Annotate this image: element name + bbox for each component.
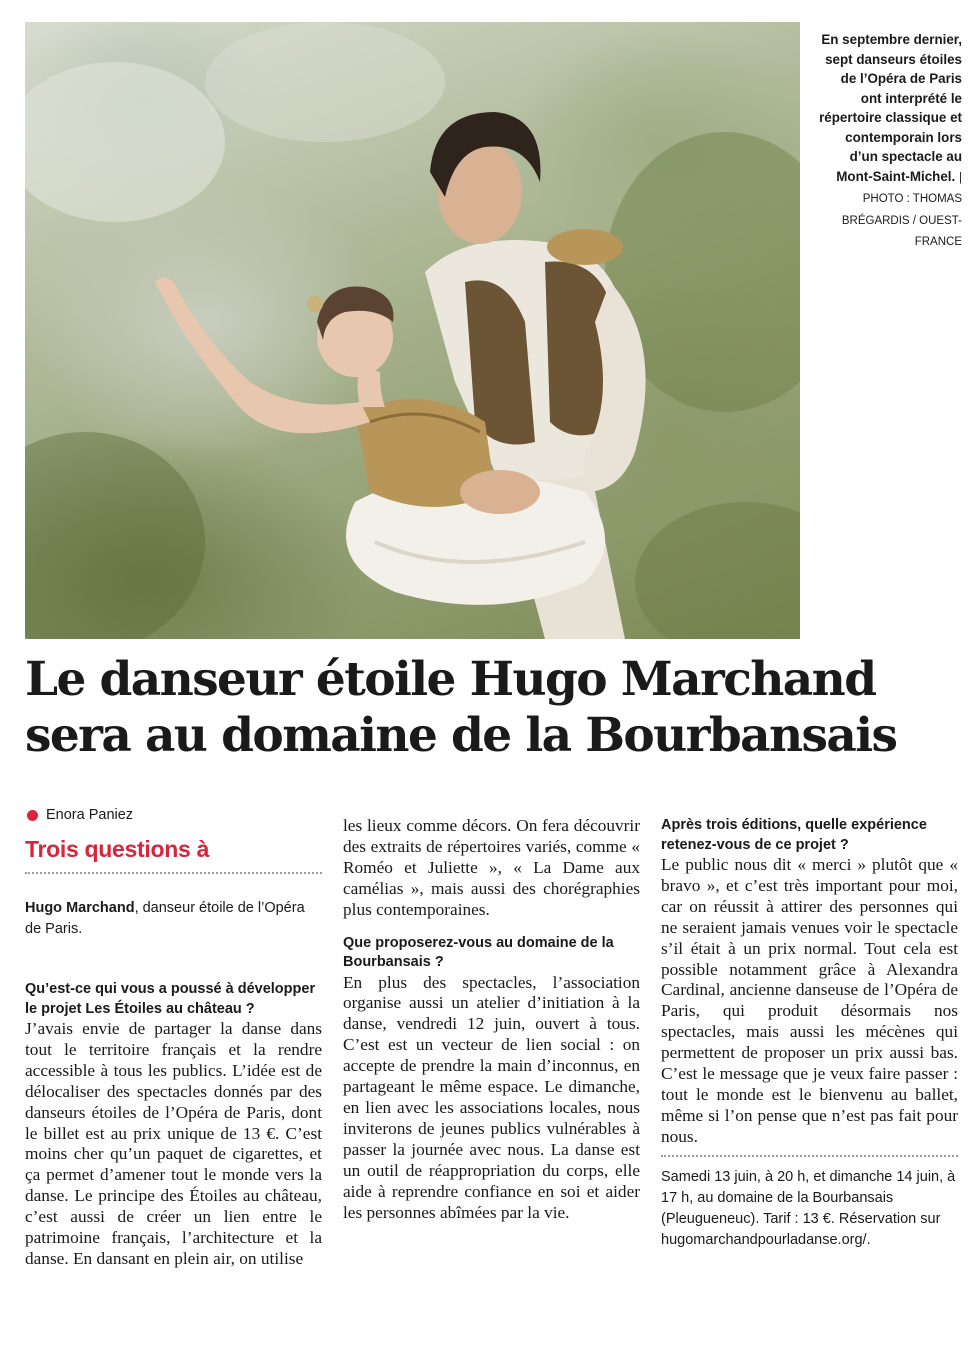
interviewee-intro: [25, 898, 322, 940]
column-1: [25, 805, 322, 1270]
dotted-divider-info: [661, 1155, 958, 1157]
answer-1-part-a: J’avais envie de partager la danse dans tout le territoire français et la rendre accessible à tous les publics. L’idée est de délocaliser des spectacles donnés par des danseurs étoiles de l’Opéra de Paris, dont le billet est au prix unique de 13 €. C’est moins cher qu’un paquet de cigarettes, et ça permet d’amener tout le monde vers la danse. Le principe des Étoiles au château, c’est aussi de créer un lien entre le patrimoine français, l’architecture et la danse. En dansant en plein air, on utilise: [25, 1019, 322, 1268]
bullet-dot-icon: [27, 810, 38, 821]
byline: [27, 805, 322, 825]
answer-2: En plus des spectacles, l’association organise aussi un atelier d’initiation à la danse, vendredi 12 juin, ouvert à tous. C’est est un vecteur de lien social : on accepte de prendre la main d’inconnus, en partageant le même espace. Le dimanche, en lien avec les associations locales, nous inviterons de jeunes publics vulnérables à passer la journée avec nous. La danse est un outil de réappropriation du corps, elle aide à reprendre confiance en soi et aider les personnes abîmées par la vie.: [343, 972, 640, 1222]
interviewee-role: , danseur étoile de l’Opéra de Paris.: [25, 900, 305, 937]
question-1: Qu’est-ce qui vous a poussé à développer le projet Les Étoiles au château ?: [25, 981, 316, 1017]
event-info: Samedi 13 juin, à 20 h, et dimanche 14 juin, à 17 h, au domaine de la Bourbansais (Pleugueneuc). Tarif : 13 €. Réservation sur hugomarchandpourladanse.org/.: [661, 1168, 956, 1248]
photo-caption: [817, 30, 962, 253]
caption-text: En septembre dernier, sept danseurs étoiles de l’Opéra de Paris ont interprété le répertoire classique et contemporain lors d’un spectacle au Mont-Saint-Michel.: [819, 32, 962, 184]
photo-credit: | PHOTO : THOMAS BRÉGARDIS / OUEST-FRANCE: [841, 171, 962, 248]
headline-line-1: Le danseur étoile Hugo Marchand: [25, 652, 876, 707]
column-3: [661, 816, 958, 1251]
column-2: [343, 816, 640, 1223]
author-name: Enora Paniez: [46, 807, 134, 823]
question-2: Que proposerez-vous au domaine de la Bourbansais ?: [343, 934, 614, 971]
headline: [25, 652, 955, 764]
dancers-illustration: [25, 22, 800, 639]
interviewee-name: Hugo Marchand: [25, 900, 135, 916]
article-photo: [25, 22, 800, 639]
answer-3: Le public nous dit « merci » plutôt que « bravo », et c’est très important pour moi, car on réussit à attirer des personnes qui ne seraient jamais venues voir le spectacle s’il était à un prix normal. Tout cela est possible notamment grâce à Alexandra Cardinal, ancienne danseuse de l’Opéra de Paris, qui produit désormais nos spectacles, mais aussi les mécènes qui permettent de proposer un prix aussi bas. C’est le message que je veux faire passer : tout le monde est le bienvenu au ballet, même si l’on pense que n’est pas fait pour nous.: [661, 855, 958, 1146]
headline-line-2: sera au domaine de la Bourbansais: [25, 708, 897, 763]
answer-1-part-b: les lieux comme décors. On fera découvrir des extraits de répertoires variés, comme « Roméo et Juliette », « La Dame aux camélias », mais aussi des chorégraphies plus contemporaines.: [343, 816, 640, 919]
question-3: Après trois éditions, quelle expérience retenez-vous de ce projet ?: [661, 817, 927, 853]
dotted-divider: [25, 872, 322, 874]
rubric-title: Trois questions à: [25, 836, 210, 862]
